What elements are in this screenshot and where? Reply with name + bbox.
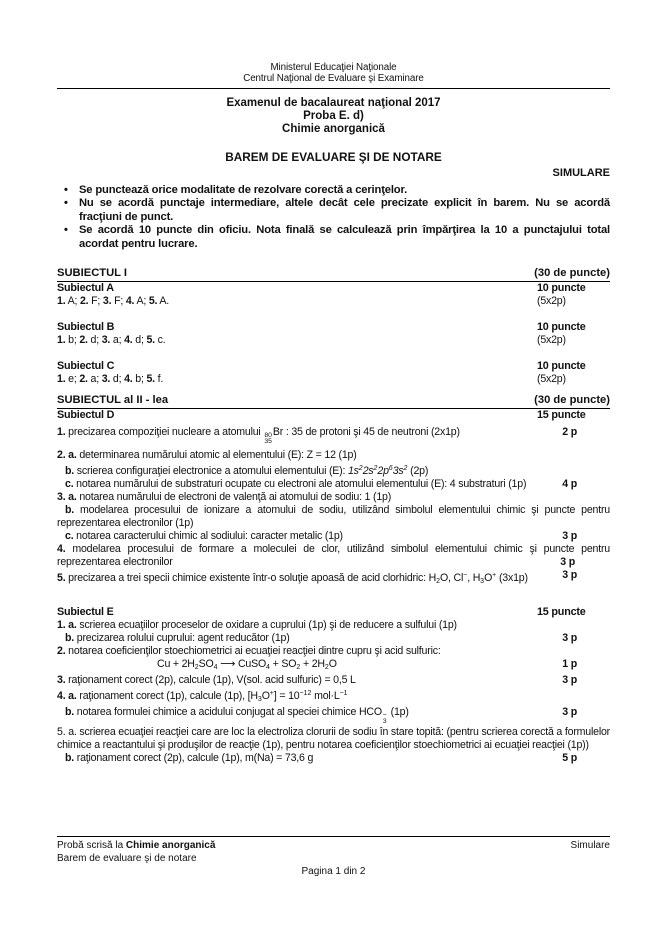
scoring-row	[57, 569, 610, 588]
scoring-row	[57, 687, 610, 706]
scoring-text: 1. a. scrierea ecuaţiilor proceselor de oxidare a cuprului (1p) şi de reducere a sulfului (1p)	[57, 618, 457, 631]
scoring-text: 5. precizarea a trei specii chimice existente într-o soluţie apoasă de acid clorhidric: $H_2O$, Cl−, $H_3O^+$ (3x1p)	[57, 571, 528, 585]
scoring-row	[57, 619, 610, 632]
barem-title: BAREM DE EVALUARE ŞI DE NOTARE	[225, 150, 442, 164]
scoring-row	[57, 449, 610, 462]
subsection-title: Subiectul C	[57, 360, 115, 373]
ministry-line: Ministerul Educaţiei Naţionale	[270, 62, 397, 73]
scoring-text: 2. notarea coeficienţilor stoechiometrici ai ecuaţiei reacţiei dintre cupru şi acid sulfuric:	[57, 644, 441, 657]
points-value: 3 p	[562, 631, 577, 644]
scoring-text: 1. precizarea compoziţiei nucleare a atomului 80 35 Br : 35 de protoni şi 45 de neutroni (2x1p)	[57, 426, 460, 446]
scoring-row	[57, 543, 610, 569]
subsection-c-heading	[57, 360, 610, 373]
scoring-text: 3. a. notarea numărului de electroni de valenţă ai atomului de sodiu: 1 (1p)	[57, 490, 392, 503]
points-label: 10 puncte	[537, 321, 586, 334]
subsection-title: Subiectul B	[57, 321, 115, 334]
points-value: 3 p	[562, 705, 577, 718]
scoring-row	[57, 752, 610, 765]
points-breakdown: (5x2p)	[537, 373, 566, 386]
instruction-item: • Se acordă 10 puncte din oficiu. Nota finală se calculează prin împărţirea la 10 a punctajului total acordat pentru lucrare.	[57, 224, 610, 251]
answers-text: 1. e; 2. a; 3. d; 4. b; 5. f.	[57, 373, 164, 386]
scoring-row	[57, 645, 610, 658]
points-label: 15 puncte	[537, 409, 586, 422]
points-value: 3 p	[562, 568, 577, 581]
points-value: 3 p	[562, 529, 577, 542]
scoring-row	[57, 632, 610, 645]
points-value: 2 p	[562, 426, 577, 439]
instruction-item: • Nu se acordă punctaje intermediare, altele decât cele precizate explicit în barem. Nu se acordă fracţiuni de punct.	[57, 197, 610, 224]
points-label: 10 puncte	[537, 360, 586, 373]
scoring-row	[57, 706, 610, 726]
scoring-text: 3. raţionament corect (2p), calcule (1p), V(sol. acid sulfuric) = 0,5 L	[57, 673, 356, 686]
points-label: 10 puncte	[537, 282, 586, 295]
page-footer	[57, 836, 610, 879]
scoring-row	[57, 530, 610, 543]
chemical-equation-row	[57, 658, 610, 674]
scoring-text: c. notarea numărului de substraturi ocupate cu electroni ale atomului elementului (E): 4 substraturi (1p)	[65, 477, 527, 490]
simulare-label: SIMULARE	[552, 167, 610, 179]
scoring-text: b. modelarea procesului de ionizare a atomului de sodiu, utilizând simbolul elementului chimic şi puncte pentru reprezentarea electronilor (1p)	[57, 503, 610, 529]
footer-divider	[57, 836, 610, 837]
scoring-text: b. scrierea configuraţiei electronice a atomului elementului (E): $1s^22s^22p^63s^2$ (2p)	[65, 464, 429, 477]
section-1-points: (30 de puncte)	[534, 267, 610, 280]
document-page	[57, 62, 610, 765]
subject-line: Chimie anorganică	[282, 123, 385, 135]
spacer	[57, 347, 610, 360]
points-value: 4 p	[562, 477, 577, 490]
scoring-row	[57, 726, 610, 752]
scoring-text: b. precizarea rolului cuprului: agent reducător (1p)	[65, 631, 290, 644]
answers-text: 1. b; 2. d; 3. a; 4. d; 5. c.	[57, 334, 166, 347]
header-divider	[57, 88, 610, 89]
scoring-text: 5. a. scrierea ecuaţiei reacţiei care are loc la electroliza clorurii de sodiu în stare topită: (pentru scrierea corectă a formulelor chimice a reactantului şi produşilor de reacţie (1p), pentru notarea coeficienţilor stoechiometrici ai ecuaţiei reacţiei (1p))	[57, 725, 610, 751]
scoring-row	[57, 462, 610, 478]
section-2-heading	[57, 394, 610, 409]
points-breakdown: (5x2p)	[537, 295, 566, 308]
scoring-text: 2. a. determinarea numărului atomic al elementului (E): Z = 12 (1p)	[57, 448, 357, 461]
proba-line: Proba E. d)	[303, 110, 364, 122]
answers-text: 1. A; 2. F; 3. F; 4. A; 5. A.	[57, 295, 170, 308]
scoring-row	[57, 478, 610, 491]
section-2-title: SUBIECTUL al II - lea	[57, 394, 169, 407]
points-value: 5 p	[562, 751, 577, 764]
footer-line-1	[57, 840, 610, 853]
points-value: 1 p	[562, 657, 577, 670]
subsection-title: Subiectul A	[57, 282, 114, 295]
scoring-row	[57, 674, 610, 687]
points-value: 3 p	[560, 555, 575, 568]
instruction-item: • Se punctează orice modalitate de rezolvare corectă a cerinţelor.	[57, 184, 610, 197]
points-label: 15 puncte	[537, 605, 586, 618]
footer-line-2: Barem de evaluare şi de notare	[57, 852, 197, 864]
section-2-points: (30 de puncte)	[534, 394, 610, 407]
spacer	[57, 588, 610, 606]
answer-row	[57, 295, 610, 308]
scoring-text: 4. a. raţionament corect (1p), calcule (1p), $[H_3O^+] = 10^{-12}$ $mol\cdot L^{-1}$	[57, 689, 348, 703]
answer-row	[57, 373, 610, 386]
spacer	[57, 308, 610, 321]
center-line: Centrul Naţional de Evaluare şi Examinare	[243, 73, 424, 84]
section-1-heading	[57, 267, 610, 282]
scoring-text: b. notarea formulei chimice a acidului conjugat al speciei chimice HCO − 3 (1p)	[65, 705, 409, 726]
chemical-equation: $Cu + 2H_2SO_4$ ⟶ CuSO$_4$ + $SO_2 + 2H_2O$	[157, 657, 337, 671]
scoring-row	[57, 426, 610, 446]
scoring-text: 4. modelarea procesului de formare a moleculei de clor, utilizând simbolul elementului chimic şi puncte pentru reprezentarea electronilor	[57, 542, 610, 568]
subsection-d-heading	[57, 409, 610, 422]
points-breakdown: (5x2p)	[537, 334, 566, 347]
subsection-title: Subiectul D	[57, 409, 115, 422]
footer-simulare: Simulare	[570, 840, 610, 851]
scoring-text: b. raţionament corect (2p), calcule (1p), m(Na) = 73,6 g	[65, 751, 314, 764]
subsection-a-heading	[57, 282, 610, 295]
page-number: Pagina 1 din 2	[301, 866, 366, 878]
instructions-list	[57, 184, 610, 251]
exam-title: Examenul de bacalaureat naţional 2017	[226, 97, 441, 109]
scoring-row	[57, 504, 610, 530]
subsection-title: Subiectul E	[57, 605, 114, 618]
scoring-text: c. notarea caracterului chimic al sodiului: caracter metalic (1p)	[65, 529, 343, 542]
subsection-e-heading	[57, 606, 610, 619]
subsection-b-heading	[57, 321, 610, 334]
answer-row	[57, 334, 610, 347]
scoring-row	[57, 491, 610, 504]
points-value: 3 p	[562, 673, 577, 686]
section-1-title: SUBIECTUL I	[57, 267, 128, 280]
footer-subject: Probă scrisă la Chimie anorganică	[57, 840, 216, 851]
